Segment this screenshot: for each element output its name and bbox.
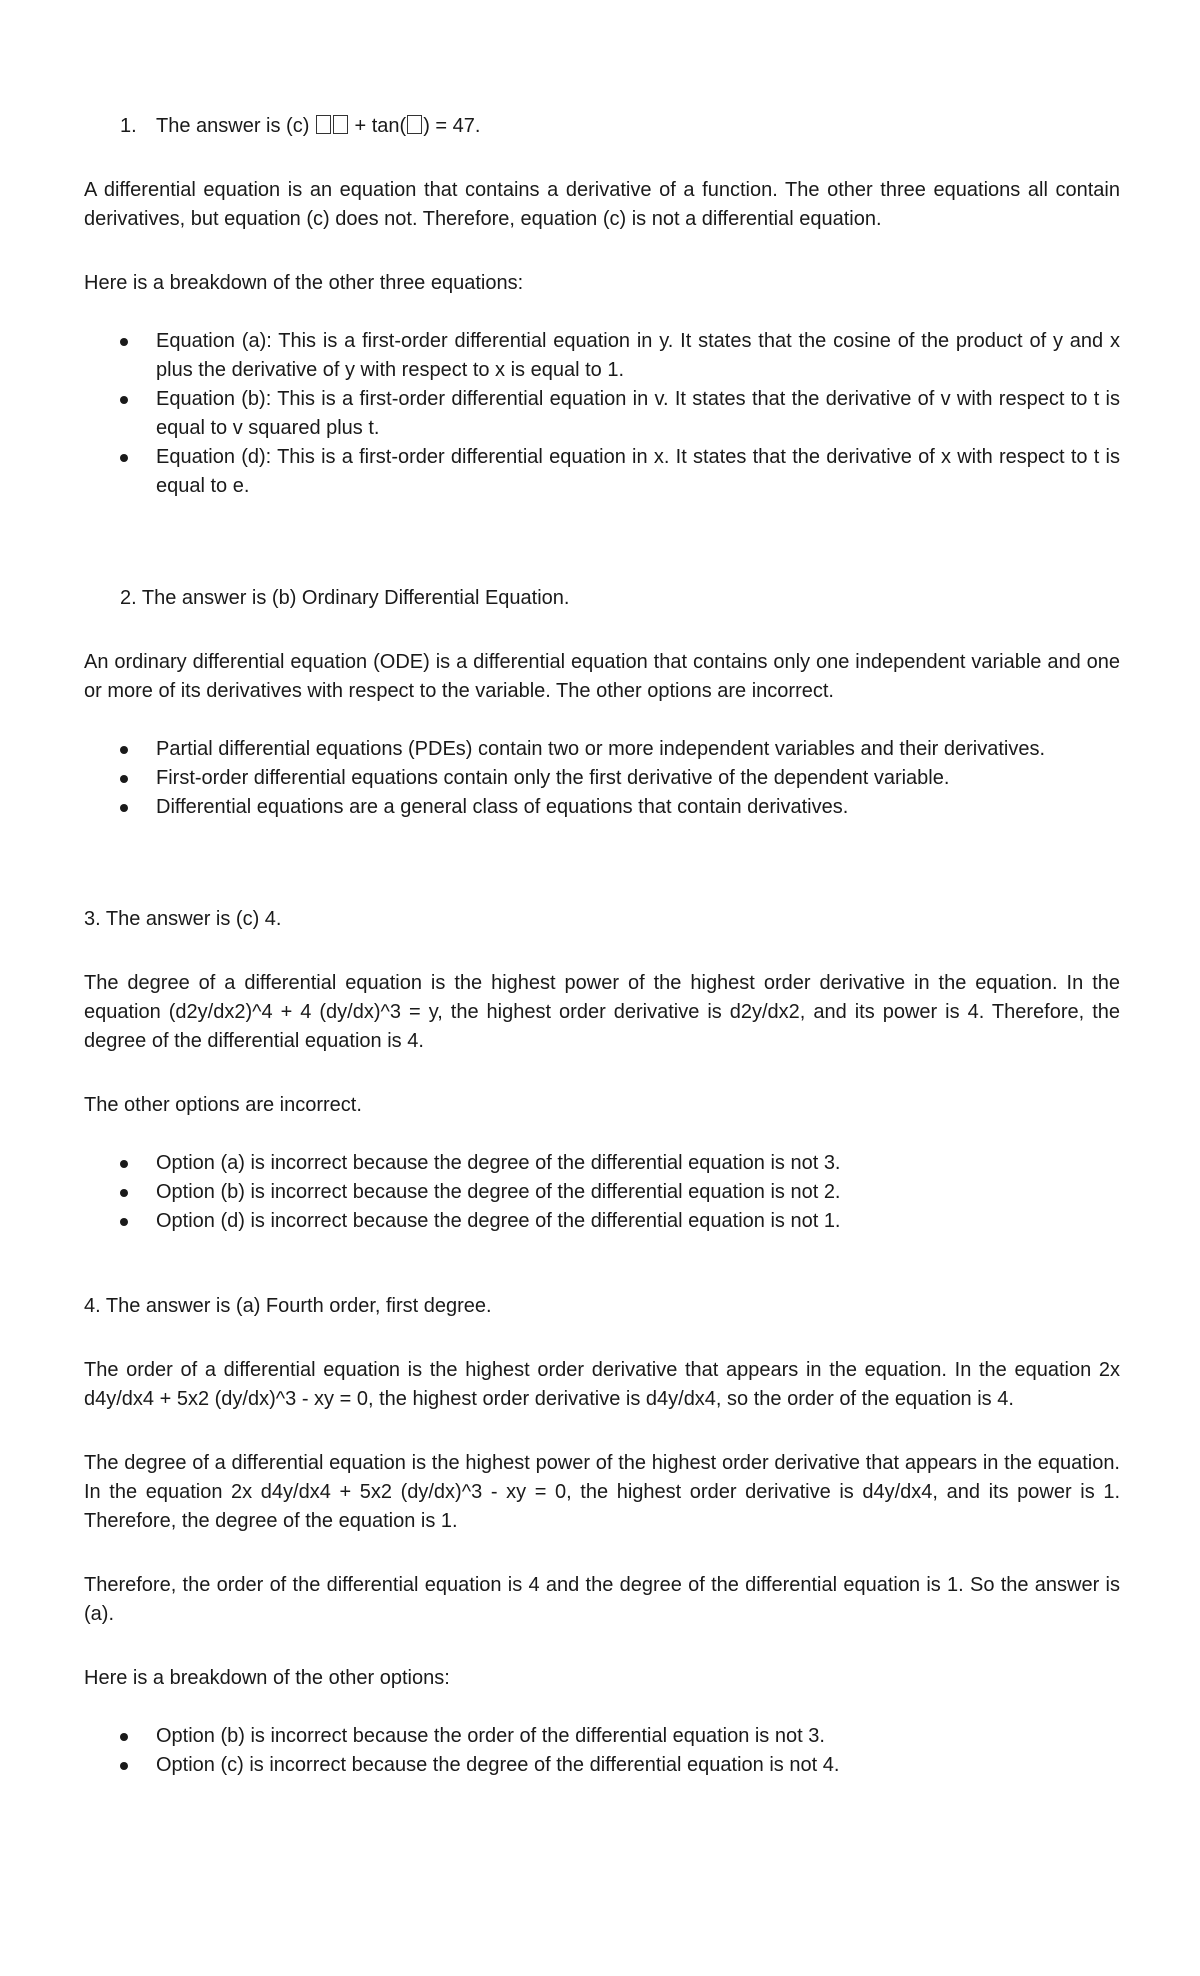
q4-bullet-list: [84, 1722, 1120, 1780]
q1-answer-suffix: + tan(: [354, 115, 407, 137]
q4-paragraph-2: The degree of a differential equation is the highest power of the highest order derivative that appears in the equation. In the equation 2x d4y/dx4 + 5x2 (dy/dx)^3 - xy = 0, the highest order derivative is d4y/dx4, and its power is 1. Therefore, the degree of the equation is 1.: [84, 1452, 1120, 1532]
q1-heading: [84, 112, 1120, 141]
list-item: Option (b) is incorrect because the order of the differential equation is not 3.: [84, 1722, 1120, 1751]
list-item: Equation (d): This is a first-order differential equation in x. It states that the derivative of x with respect to t is equal to e.: [84, 443, 1120, 501]
list-item: Partial differential equations (PDEs) contain two or more independent variables and their derivatives.: [84, 735, 1120, 764]
missing-glyph-box: [316, 115, 331, 134]
list-item: First-order differential equations contain only the first derivative of the dependent variable.: [84, 764, 1120, 793]
list-item: Option (a) is incorrect because the degree of the differential equation is not 3.: [84, 1149, 1120, 1178]
q3-bullet-list: [84, 1149, 1120, 1236]
list-item: Equation (a): This is a first-order differential equation in y. It states that the cosine of the product of y and x plus the derivative of y with respect to x is equal to 1.: [84, 327, 1120, 385]
list-item: Equation (b): This is a first-order differential equation in v. It states that the derivative of v with respect to t is equal to v squared plus t.: [84, 385, 1120, 443]
list-item: Option (d) is incorrect because the degree of the differential equation is not 1.: [84, 1207, 1120, 1236]
q4-paragraph-3: Therefore, the order of the differential equation is 4 and the degree of the differential equation is 1. So the answer is (a).: [84, 1574, 1120, 1625]
q2-paragraph-1: An ordinary differential equation (ODE) is a differential equation that contains only one independent variable and one or more of its derivatives with respect to the variable. The other options are incorrect.: [84, 651, 1120, 702]
list-item: Option (b) is incorrect because the degree of the differential equation is not 2.: [84, 1178, 1120, 1207]
list-item: Differential equations are a general class of equations that contain derivatives.: [84, 793, 1120, 822]
q1-paragraph-1: A differential equation is an equation that contains a derivative of a function. The other three equations all contain derivatives, but equation (c) does not. Therefore, equation (c) is not a differential equation.: [84, 179, 1120, 230]
q1-number: 1.: [120, 115, 137, 137]
q1-answer-end: ) = 47.: [423, 115, 481, 137]
missing-glyph-box: [407, 115, 422, 134]
q1-bullet-list: [84, 327, 1120, 501]
missing-glyph-box: [333, 115, 348, 134]
q4-paragraph-1: The order of a differential equation is the highest order derivative that appears in the equation. In the equation 2x d4y/dx4 + 5x2 (dy/dx)^3 - xy = 0, the highest order derivative is d4y/dx4, so the order of the equation is 4.: [84, 1359, 1120, 1410]
q3-paragraph-2: The other options are incorrect.: [84, 1094, 362, 1116]
q2-heading: 2. The answer is (b) Ordinary Differential Equation.: [120, 587, 570, 609]
q1-paragraph-2: Here is a breakdown of the other three equations:: [84, 272, 524, 294]
q3-paragraph-1: The degree of a differential equation is the highest power of the highest order derivative in the equation. In the equation (d2y/dx2)^4 + 4 (dy/dx)^3 = y, the highest order derivative is d2y/dx2, and its power is 4. Therefore, the degree of the differential equation is 4.: [84, 972, 1120, 1052]
document-page: [84, 112, 1120, 1780]
q2-bullet-list: [84, 735, 1120, 822]
list-item: Option (c) is incorrect because the degree of the differential equation is not 4.: [84, 1751, 1120, 1780]
q3-heading: 3. The answer is (c) 4.: [84, 908, 282, 930]
q4-heading: 4. The answer is (a) Fourth order, first degree.: [84, 1295, 492, 1317]
q1-answer-prefix: The answer is (c): [156, 115, 310, 137]
q4-paragraph-4: Here is a breakdown of the other options:: [84, 1667, 450, 1689]
